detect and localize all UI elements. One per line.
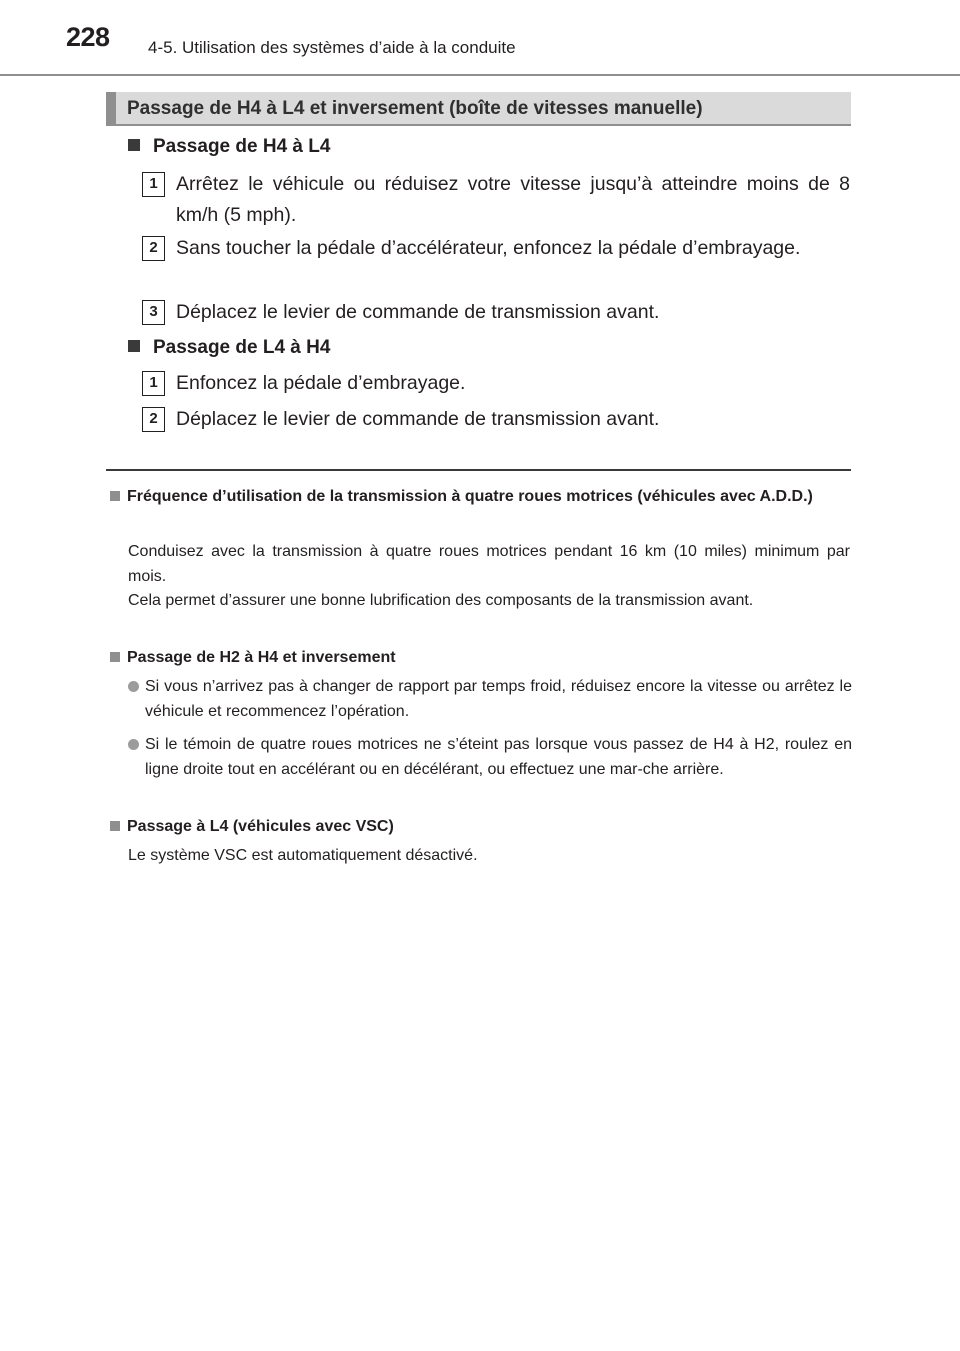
step-number-badge: 2 xyxy=(142,407,165,432)
section-title-bar xyxy=(106,92,851,126)
square-bullet-icon xyxy=(110,491,120,501)
step-number-badge: 2 xyxy=(142,236,165,261)
round-bullet-icon xyxy=(128,681,139,692)
square-bullet-icon xyxy=(110,652,120,662)
procedure-heading-text: Passage de L4 à H4 xyxy=(153,337,331,358)
procedure-heading xyxy=(128,337,330,359)
note-paragraph: Cela permet d’assurer une bonne lubrification des composants de la transmission avant. xyxy=(128,592,754,609)
procedure-step xyxy=(142,404,850,435)
step-text: Déplacez le levier de commande de transmission avant. xyxy=(176,408,660,430)
page-number: 228 xyxy=(66,22,110,52)
procedure-heading xyxy=(128,136,330,158)
square-bullet-icon xyxy=(128,340,140,352)
note-heading-text: Passage à L4 (véhicules avec VSC) xyxy=(127,818,394,835)
notes-divider xyxy=(106,469,851,471)
note-heading xyxy=(110,645,852,670)
step-text: Sans toucher la pédale d’accélérateur, enfoncez la pédale d’embrayage. xyxy=(176,237,801,259)
procedure-step xyxy=(142,297,850,328)
note-heading-text: Fréquence d’utilisation de la transmission à quatre roues motrices (véhicules avec A.D.D.) xyxy=(127,488,813,505)
step-number-badge: 3 xyxy=(142,300,165,325)
square-bullet-icon xyxy=(128,139,140,151)
procedure-step xyxy=(142,233,850,264)
step-number-badge: 1 xyxy=(142,371,165,396)
note-heading xyxy=(110,814,852,839)
bullet-text: Si vous n’arrivez pas à changer de rapport par temps froid, réduisez encore la vitesse ou arrêtez le véhicule et recommencez l’opération. xyxy=(145,678,852,720)
step-text: Enfoncez la pédale d’embrayage. xyxy=(176,372,466,394)
procedure-step xyxy=(142,368,850,399)
section-title: Passage de H4 à L4 et inversement (boîte de vitesses manuelle) xyxy=(127,98,703,119)
step-text: Arrêtez le véhicule ou réduisez votre vitesse jusqu’à atteindre moins de 8 km/h (5 mph). xyxy=(176,173,850,226)
square-bullet-icon xyxy=(110,821,120,831)
note-bullet-item xyxy=(128,732,852,782)
step-number-badge: 1 xyxy=(142,172,165,197)
procedure-step xyxy=(142,169,850,231)
note-paragraph: Le système VSC est automatiquement désactivé. xyxy=(128,847,478,864)
running-head: 4-5. Utilisation des systèmes d’aide à la conduite xyxy=(148,38,516,57)
bullet-text: Si le témoin de quatre roues motrices ne s’éteint pas lorsque vous passez de H4 à H2, roulez en ligne droite tout en accélérant ou en décélérant, ou effectuez une mar-che arrière. xyxy=(145,736,852,778)
round-bullet-icon xyxy=(128,739,139,750)
note-heading xyxy=(110,484,852,509)
note-bullet-item xyxy=(128,674,852,724)
step-text: Déplacez le levier de commande de transmission avant. xyxy=(176,301,660,323)
note-heading-text: Passage de H2 à H4 et inversement xyxy=(127,649,396,666)
header-rule xyxy=(0,74,960,76)
note-paragraph: Conduisez avec la transmission à quatre roues motrices pendant 16 km (10 miles) minimum par mois. xyxy=(128,543,850,585)
section-accent xyxy=(106,92,116,126)
procedure-heading-text: Passage de H4 à L4 xyxy=(153,136,331,157)
